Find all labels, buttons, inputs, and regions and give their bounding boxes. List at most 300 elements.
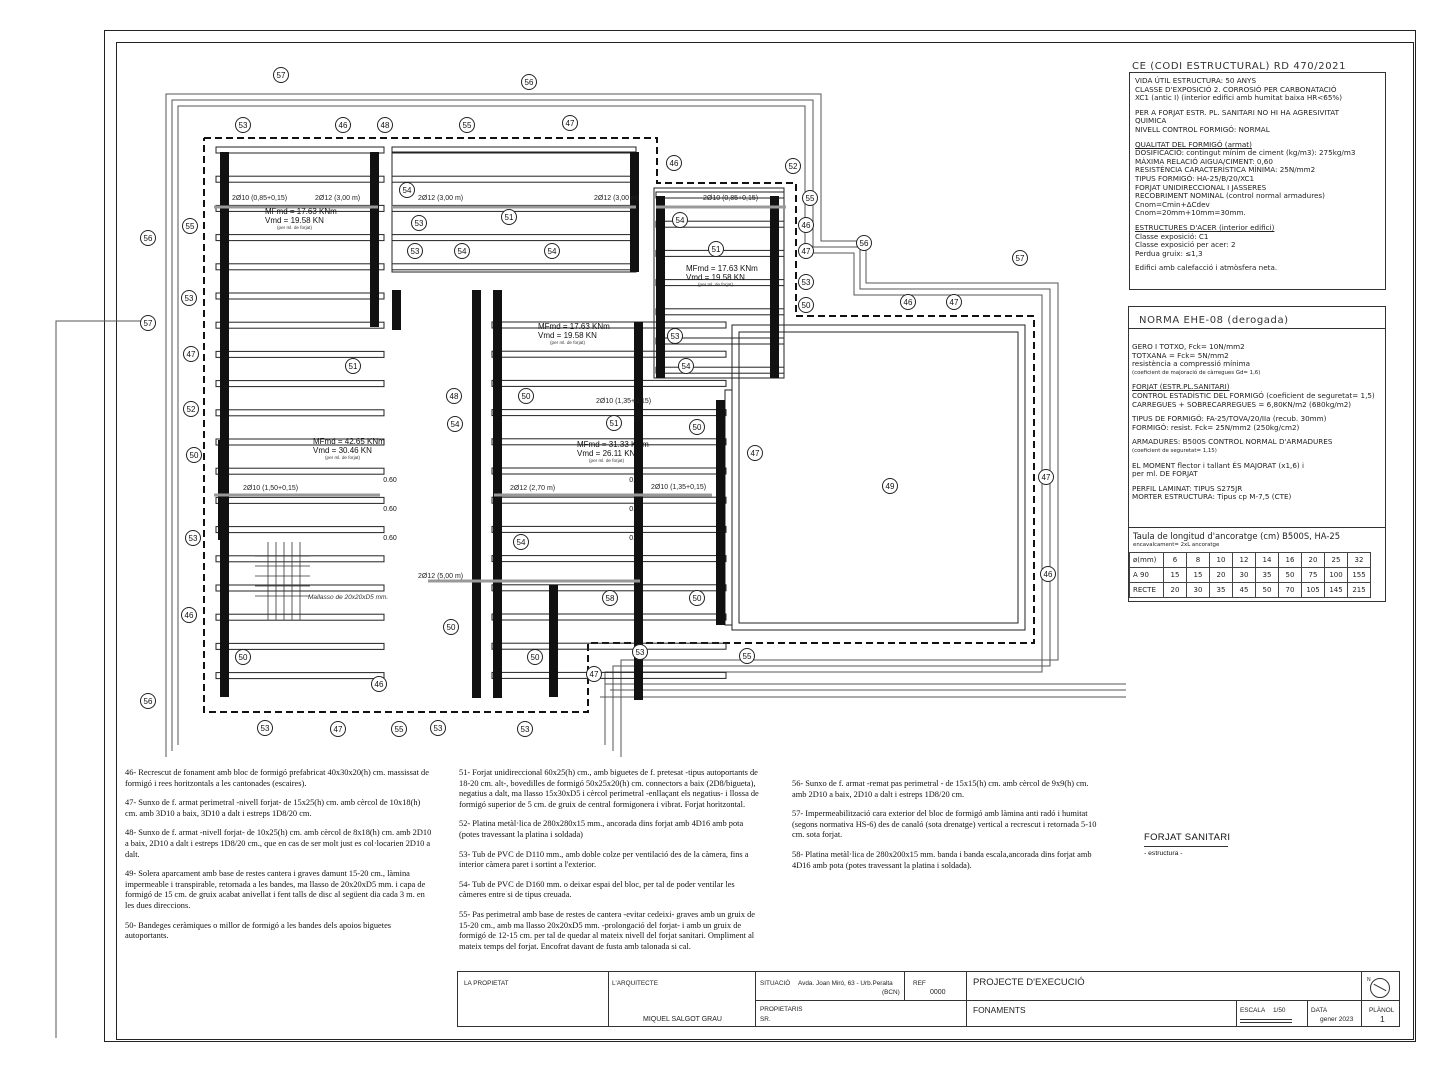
table-row [1130, 583, 1371, 598]
title-block [457, 971, 1400, 1027]
callout-number: 54 [457, 247, 467, 256]
callout [883, 479, 898, 494]
callout [603, 591, 618, 606]
owner-label: LA PROPIETAT [464, 980, 509, 987]
bearing-wall [716, 400, 725, 625]
callout-number: 46 [669, 159, 679, 168]
callout [545, 244, 560, 259]
panel-line: CLASSE D'EXPOSICIÓ 2. CORROSIÓ PER CARBONATACIÓ [1135, 84, 1337, 94]
note-item: 47- Sunxo de f. armat perimetral -nivell forjat- de 15x25(h) cm. amb cèrcol de 10x18(h) cm. amb 3D10 a baix, 3D10 a dalt i estreps 1D8/20 cm. [125, 798, 421, 818]
load-note: (per ml. de forjat) [325, 455, 360, 460]
joist [656, 367, 784, 373]
bearing-wall [370, 152, 379, 327]
joist [492, 380, 726, 386]
ehe-panel [1128, 306, 1386, 602]
table-cell: 15 [1164, 568, 1187, 583]
rebar-label: 2Ø10 (0,85+0,15) [703, 195, 759, 202]
joist [216, 351, 384, 357]
callout-number: 47 [186, 350, 196, 359]
ref-label: REF [913, 980, 926, 987]
callout [236, 650, 251, 665]
callout [673, 213, 688, 228]
panel-line: MÀXIMA RELACIÓ AIGUA/CIMENT: 0,60 [1135, 156, 1273, 166]
shear-value: Vmd = 19.58 KN [265, 216, 324, 225]
notes-col-1 [125, 768, 433, 951]
table-cell: 215 [1348, 583, 1371, 598]
callout [400, 183, 415, 198]
ce-lines [1135, 77, 1385, 273]
panel-line: XC1 (antic I) (interior edifici amb humitat baixa HR<65%) [1135, 93, 1343, 103]
table-row [1130, 553, 1371, 568]
callout [518, 722, 533, 737]
data-value: gener 2023 [1320, 1016, 1354, 1023]
panel-line: QUALITAT DEL FORMIGÓ (armat) [1135, 139, 1252, 149]
callout [522, 75, 537, 90]
load-note: (per ml. de forjat) [589, 458, 624, 463]
joist [492, 643, 726, 649]
note-item: 48- Sunxo de f. armat -nivell forjat- de 10x25(h) cm. amb cèrcol de 8x18(h) cm. amb 2D10 a baix, 2D10 a dalt i estreps 1D8/20 cm., que en cas de ser molt just es col·locarien 2D10 a dalt. [125, 828, 432, 859]
spacing-label: 0.60 [629, 535, 643, 542]
note-item: 46- Recrescut de fonament amb bloc de formigó prefabricat 40x30x20(h) cm. massissat de formigó i rees horitzontals a les cantonades (escaires). [125, 768, 429, 788]
callout-number: 50 [446, 623, 456, 632]
panel-line: Cnom=20mm+10mm=30mm. [1135, 208, 1246, 218]
joist [216, 176, 384, 182]
table-cell: 75 [1302, 568, 1325, 583]
panel-line: FORJAT UNIDIRECCIONAL I JASSERES [1135, 182, 1267, 192]
bearing-wall [630, 152, 639, 272]
callout [141, 694, 156, 709]
joist [492, 497, 726, 503]
bearing-wall [656, 196, 665, 378]
callout-number: 53 [414, 219, 424, 228]
callout-number: 54 [402, 186, 412, 195]
north-arrow [1367, 977, 1390, 998]
callout-number: 50 [801, 301, 811, 310]
callout [236, 118, 251, 133]
note-item: 53- Tub de PVC de D110 mm., amb doble colze per ventilació des de la càmera, fins a interior càmera paret i sortint a l'exterior. [459, 849, 749, 870]
callout-number: 50 [692, 594, 702, 603]
planol-value: 1 [1380, 1014, 1385, 1024]
escala-label: ESCALA [1240, 1007, 1266, 1014]
mesh-hatch [255, 542, 310, 620]
callout [587, 667, 602, 682]
callout-number: 47 [589, 670, 599, 679]
panel-line: EL MOMENT flector i tallant ÉS MAJORAT (x1,6) i [1132, 460, 1304, 470]
note-item: 50- Bandeges ceràmiques o millor de formigó a les bandes dels apoios biguetes autoportants. [125, 920, 392, 941]
callout [748, 446, 763, 461]
joist [392, 264, 636, 270]
callout [901, 295, 916, 310]
callout-number: 53 [410, 247, 420, 256]
anchorage-table-title: Taula de longitud d'ancoratge (cm) B500S, HA-25 [1133, 531, 1341, 541]
callout [183, 219, 198, 234]
callout [331, 722, 346, 737]
callout [1041, 567, 1056, 582]
bearing-wall [220, 152, 229, 697]
callout [182, 291, 197, 306]
callout-number: 52 [186, 405, 196, 414]
joist [216, 147, 384, 153]
callout-number: 53 [801, 278, 811, 287]
spacing-label: 0.60 [629, 477, 643, 484]
joist [216, 381, 384, 387]
panel-line: Perdua gruix: ≤1,3 [1135, 248, 1203, 258]
panel-line: TIPUS FORMIGÓ: HA-25/B/20/XC1 [1135, 173, 1255, 183]
joist [492, 351, 726, 357]
joist [492, 672, 726, 678]
callout [431, 721, 446, 736]
joist [216, 410, 384, 416]
table-cell: 10 [1210, 553, 1233, 568]
callout [502, 210, 517, 225]
scale-bar [1240, 1019, 1292, 1023]
joist [492, 614, 726, 620]
callout [186, 531, 201, 546]
note-item: 55- Pas perimetral amb base de restes de cantera -evitar cedeixi- graves amb un gruix de 15-20 cm., amb ma llasso 20x20xD5 mm. -prolongació del forjat- i amb un gruix de formigó de 12-15 cm. per tal de quedar al mateix nivell del forjat sanitari. Ompliment al mateix temps del forjat. Encofrat davant de fusta amb talonada si cal. [459, 909, 756, 951]
panel-line: Cnom=Cmin+ΔCdev [1135, 199, 1210, 209]
shear-value: Vmd = 26.11 KN [577, 449, 636, 458]
callout-number: 54 [681, 362, 691, 371]
callout-number: 57 [143, 319, 153, 328]
callout-number: 54 [450, 420, 460, 429]
callout [633, 645, 648, 660]
note-item: 49- Solera aparcament amb base de restes cantera i graves damunt 15-20 cm., làmina impermeable i transpirable, retornada a les bandes, ma llasso de 20x20xD5 mm. i capa de formigó de 15 cm. de gruix acabat anivellat i fent talls de disc al següent dia cada 3 m. en les dues direccions. [125, 869, 426, 910]
callout-number: 53 [188, 534, 198, 543]
callout [392, 722, 407, 737]
ehe-panel-title: NORMA EHE-08 (derogada) [1139, 315, 1289, 326]
callout [274, 68, 289, 83]
callout [444, 620, 459, 635]
table-cell: 155 [1348, 568, 1371, 583]
panel-line: FORMIGÓ: resist. Fck= 25N/mm2 (250kg/cm2) [1132, 422, 1300, 432]
callout-number: 50 [530, 653, 540, 662]
load-note: (per ml. de forjat) [277, 225, 312, 230]
callout-number: 46 [801, 221, 811, 230]
table-cell: RECTE [1130, 583, 1164, 598]
callout [372, 677, 387, 692]
table-cell: A 90 [1130, 568, 1164, 583]
ref-value: 0000 [930, 989, 946, 996]
ce-panel-title: CE (CODI ESTRUCTURAL) RD 470/2021 [1132, 61, 1347, 72]
moment-value: MFmd = 17.63 KNm [538, 322, 610, 331]
spacing-label: 0.60 [629, 506, 643, 513]
moment-value: MFmd = 42.65 KNm [313, 437, 385, 446]
callout [346, 359, 361, 374]
callout [514, 535, 529, 550]
panel-line: PER A FORJAT ESTR. PL. SANITARI NO HI HA AGRESIVITAT [1135, 107, 1340, 117]
callout [448, 417, 463, 432]
panel-line: QUIMICA [1135, 116, 1167, 126]
callout [1013, 251, 1028, 266]
callout-number: 58 [605, 594, 615, 603]
callout [141, 231, 156, 246]
callout-number: 46 [903, 298, 913, 307]
callout [786, 159, 801, 174]
load-note: (per ml. de forjat) [550, 340, 585, 345]
panel-line: RECOBRIMENT NOMINAL (control normal armadures) [1135, 191, 1325, 201]
callout-number: 46 [338, 121, 348, 130]
table-cell: ø(mm) [1130, 553, 1164, 568]
spacing-label: 0.60 [383, 477, 397, 484]
callout-number: 55 [742, 652, 752, 661]
table-cell: 30 [1233, 568, 1256, 583]
callout-number: 49 [885, 482, 895, 491]
table-cell: 70 [1279, 583, 1302, 598]
callout [799, 275, 814, 290]
joist [216, 643, 384, 649]
callout-number: 56 [524, 78, 534, 87]
callout-number: 46 [184, 611, 194, 620]
callout-number: 46 [1043, 570, 1053, 579]
callout [803, 191, 818, 206]
panel-line: PERFIL LAMINAT: TIPUS S275JR [1132, 483, 1243, 493]
joist [216, 322, 384, 328]
panel-line: NIVELL CONTROL FORMIGÓ: NORMAL [1135, 124, 1270, 134]
callout [141, 316, 156, 331]
callout-number: 57 [1015, 254, 1025, 263]
callout-number: 53 [635, 648, 645, 657]
shear-value: Vmd = 19.58 KN [538, 331, 597, 340]
callout-number: 55 [462, 121, 472, 130]
callout [799, 298, 814, 313]
note-item: 51- Forjat unidireccional 60x25(h) cm., amb biguetes de f. pretesat -tipus autoportants de 18-20 cm. alt-, bovedilles de formigó 50x25x20(h) cm. connectors a baix (2D8/bigueta), negatius a dalt, ma llasso 15x30xD5 i cèrcol perimetral -enllaçant els negatius- i llossa de formigó superior de 5 cm. de gruix de central formigonera i vibrat. Forjat horitzontal. [459, 768, 759, 809]
callout-number: 55 [805, 194, 815, 203]
note-item: 56- Sunxo de f. armat -remat pas perimetral - de 15x15(h) cm. amb cèrcol de 9x9(h) cm. amb 2D10 a baix, 2D10 a dalt i estreps 1D8/20 cm. [792, 779, 1089, 799]
table-cell: 14 [1256, 553, 1279, 568]
table-cell: 32 [1348, 553, 1371, 568]
rebar-label: 2Ø10 (1,35+0,15) [651, 484, 707, 491]
panel-line: TIPUS DE FORMIGÓ: FA-25/TOVA/20/IIa (recub. 30mm) [1132, 414, 1327, 424]
table-cell: 50 [1279, 568, 1302, 583]
joist [392, 235, 636, 241]
sheet-label-title: FORJAT SANITARI [1144, 832, 1231, 843]
note-item: 54- Tub de PVC de D160 mm. o deixar espai del bloc, per tal de poder ventilar les càmeres entre si de tipus creuada. [459, 879, 735, 900]
callout [709, 242, 724, 257]
table-cell: 8 [1187, 553, 1210, 568]
joist [216, 497, 384, 503]
callout-number: 47 [949, 298, 959, 307]
situacio-city: (BCN) [882, 989, 900, 996]
callout-number: 47 [565, 119, 575, 128]
table-cell: 100 [1325, 568, 1348, 583]
callout-number: 53 [238, 121, 248, 130]
callout-number: 54 [675, 216, 685, 225]
callout [740, 649, 755, 664]
bearing-wall [549, 585, 558, 697]
callout [412, 216, 427, 231]
callout-number: 54 [547, 247, 557, 256]
callout-number: 50 [521, 392, 531, 401]
callout [460, 118, 475, 133]
callout [667, 156, 682, 171]
callout-number: 51 [609, 419, 619, 428]
load-annotation [265, 207, 337, 230]
callout-number: 55 [185, 222, 195, 231]
table-cell: 12 [1233, 553, 1256, 568]
joist [492, 410, 726, 416]
anchorage-table-subtitle: encavalcament= 2xL ancoratge [1133, 542, 1220, 548]
callout [668, 329, 683, 344]
callout [408, 244, 423, 259]
joist [216, 264, 384, 270]
notes-col-2 [459, 768, 763, 961]
load-annotations [265, 207, 758, 463]
joist [216, 673, 384, 679]
callout [528, 650, 543, 665]
callout-number: 57 [276, 71, 286, 80]
table-cell: 16 [1279, 553, 1302, 568]
panel-line: CARREGUES + SOBRECARREGUES = 6,80KN/m2 (680kg/m2) [1132, 399, 1352, 409]
callout-number: 50 [238, 653, 248, 662]
callout [187, 448, 202, 463]
callout-number: 47 [801, 247, 811, 256]
callout-number: 51 [348, 362, 358, 371]
anchorage-table [1129, 552, 1371, 598]
bearing-wall [472, 290, 481, 698]
callout-number: 47 [750, 449, 760, 458]
panel-line: TOTXANA = Fck= 5N/mm2 [1132, 350, 1229, 360]
callout-number: 56 [143, 234, 153, 243]
moment-value: MFmd = 17.63 KNm [686, 264, 758, 273]
table-cell: 35 [1210, 583, 1233, 598]
load-annotation [313, 437, 385, 460]
callout-number: 47 [1041, 473, 1051, 482]
callout-number: 51 [711, 245, 721, 254]
rebar-label: 2Ø10 (1,50+0,15) [243, 485, 299, 492]
rebar-label: 2Ø10 (1,35+0,15) [596, 398, 652, 405]
data-label: DATA [1311, 1007, 1328, 1014]
callout [607, 416, 622, 431]
panel-line: MORTER ESTRUCTURA: Tipus cp M-7,5 (CTE) [1132, 492, 1292, 502]
project-title: PROJECTE D'EXECUCIÓ [973, 977, 1085, 988]
note-item: 52- Platina metàl·lica de 280x280x15 mm., ancorada dins forjat amb 4D16 amb pota (potes travessant la platina i soldada) [459, 819, 744, 839]
bearing-wall [770, 196, 779, 378]
note-item: 58- Platina metàl·lica de 280x200x15 mm. banda i banda escala,ancorada dins forjat amb 4D16 amb pota (potes travessant la platina i soldada). [792, 849, 1092, 870]
callout [182, 608, 197, 623]
bearing-wall [218, 440, 223, 540]
callout-number: 54 [516, 538, 526, 547]
table-cell: 145 [1325, 583, 1348, 598]
mesh-label: Mallasso de 20x20xD5 mm. [308, 594, 389, 601]
panel-line: ARMADURES: B500S CONTROL NORMAL D'ARMADURES [1132, 437, 1333, 447]
callout-number: 52 [788, 162, 798, 171]
callout-number: 48 [449, 392, 459, 401]
joist [216, 293, 384, 299]
callout [258, 721, 273, 736]
joist [216, 527, 384, 533]
rebar-label: 2Ø12 (3,00 m) [594, 195, 640, 202]
callout-number: 51 [504, 213, 514, 222]
callout [563, 116, 578, 131]
callout [336, 118, 351, 133]
joist [392, 176, 636, 182]
panel-line: CONTROL ESTADÍSTIC DEL FORMIGÓ (coeficient de seguretat= 1,5) [1132, 390, 1375, 400]
panel-line: Classe exposició per acer: 2 [1135, 240, 1236, 250]
callout-number: 48 [380, 121, 390, 130]
joist [492, 526, 726, 532]
callout-number: 56 [859, 239, 869, 248]
rebar-label: 2Ø12 (3,00 m) [315, 195, 361, 202]
propietaris-label: PROPIETARIS [760, 1006, 803, 1013]
callout-number: 50 [189, 451, 199, 460]
callout [690, 591, 705, 606]
callout [857, 236, 872, 251]
load-annotation [538, 322, 610, 345]
callout-number: 55 [394, 725, 404, 734]
sheet-label [1144, 832, 1230, 857]
callout [1039, 470, 1054, 485]
joist [216, 468, 384, 474]
callout [378, 118, 393, 133]
table-cell: 15 [1187, 568, 1210, 583]
rebar-label: 2Ø12 (5,00 m) [418, 573, 464, 580]
panel-line: FORJAT (ESTR.PL.SANITARI) [1132, 382, 1230, 392]
joist [216, 235, 384, 241]
escala-value: 1/50 [1273, 1007, 1286, 1014]
architect-name: MIQUEL SALGOT GRAU [643, 1016, 722, 1023]
panel-line: VIDA ÚTIL ESTRUCTURA: 50 ANYS [1135, 76, 1257, 85]
callout [184, 347, 199, 362]
callout-number: 53 [260, 724, 270, 733]
shear-value: Vmd = 30.46 KN [313, 446, 372, 455]
panel-line: DOSIFICACIÓ: contingut mínim de ciment (kg/m3): 275kg/m3 [1135, 148, 1356, 158]
situacio-value: Avda. Joan Miró, 63 - Urb.Peralta [798, 980, 893, 987]
sheet-label-subtitle: - estructura - [1144, 850, 1183, 857]
joist [492, 585, 726, 591]
notes-col-3 [792, 779, 1102, 880]
table-cell: 105 [1302, 583, 1325, 598]
callout [690, 420, 705, 435]
table-cell: 35 [1256, 568, 1279, 583]
panel-line: (coeficient de seguretat= 1,15) [1132, 447, 1217, 454]
note-item: 57- Impermeabilització cara exterior del bloc de formigó amb làmina anti radó i humitat (segons normativa HS-6) des de canaló (sota drenatge) vertical a recrescut i retornada 5-10 cm. sota forjat. [792, 809, 1097, 840]
table-cell: 25 [1325, 553, 1348, 568]
rebar-label: 2Ø12 (3,00 m) [418, 195, 464, 202]
panel-line: per ml. DE FORJAT [1132, 469, 1198, 479]
callout-number: 53 [184, 294, 194, 303]
table-cell: 45 [1233, 583, 1256, 598]
load-annotation [686, 264, 758, 287]
rebar-label: 2Ø12 (2,70 m) [510, 485, 556, 492]
table-cell: 20 [1210, 568, 1233, 583]
propietaris-value: SR. [760, 1016, 771, 1023]
callout [799, 218, 814, 233]
callout-number: 56 [143, 697, 153, 706]
joist [492, 556, 726, 562]
moment-value: MFmd = 31.33 KNm [577, 440, 649, 449]
spacing-label: 0.60 [383, 535, 397, 542]
shear-value: Vmd = 19.58 KN [686, 273, 745, 282]
bearing-wall [392, 290, 401, 330]
architect-label: L'ARQUITECTE [612, 980, 658, 987]
table-cell: 6 [1164, 553, 1187, 568]
table-cell: 20 [1164, 583, 1187, 598]
callout-number: 50 [692, 423, 702, 432]
panel-line: RESISTÈNCIA CARACTERÍSTICA MÍNIMA: 25N/mm2 [1135, 165, 1316, 175]
callout [519, 389, 534, 404]
sheet-title: FONAMENTS [973, 1005, 1026, 1015]
callout [455, 244, 470, 259]
joist [656, 309, 784, 315]
callout-number: 53 [433, 724, 443, 733]
table-cell: 20 [1302, 553, 1325, 568]
callout-number: 46 [374, 680, 384, 689]
panel-line: Classe exposició: C1 [1135, 231, 1209, 241]
ce-panel [1129, 72, 1386, 290]
rebar-label: 2Ø10 (0,85+0,15) [232, 195, 288, 202]
north-label: N [1367, 977, 1371, 983]
load-note: (per ml. de forjat) [698, 282, 733, 287]
